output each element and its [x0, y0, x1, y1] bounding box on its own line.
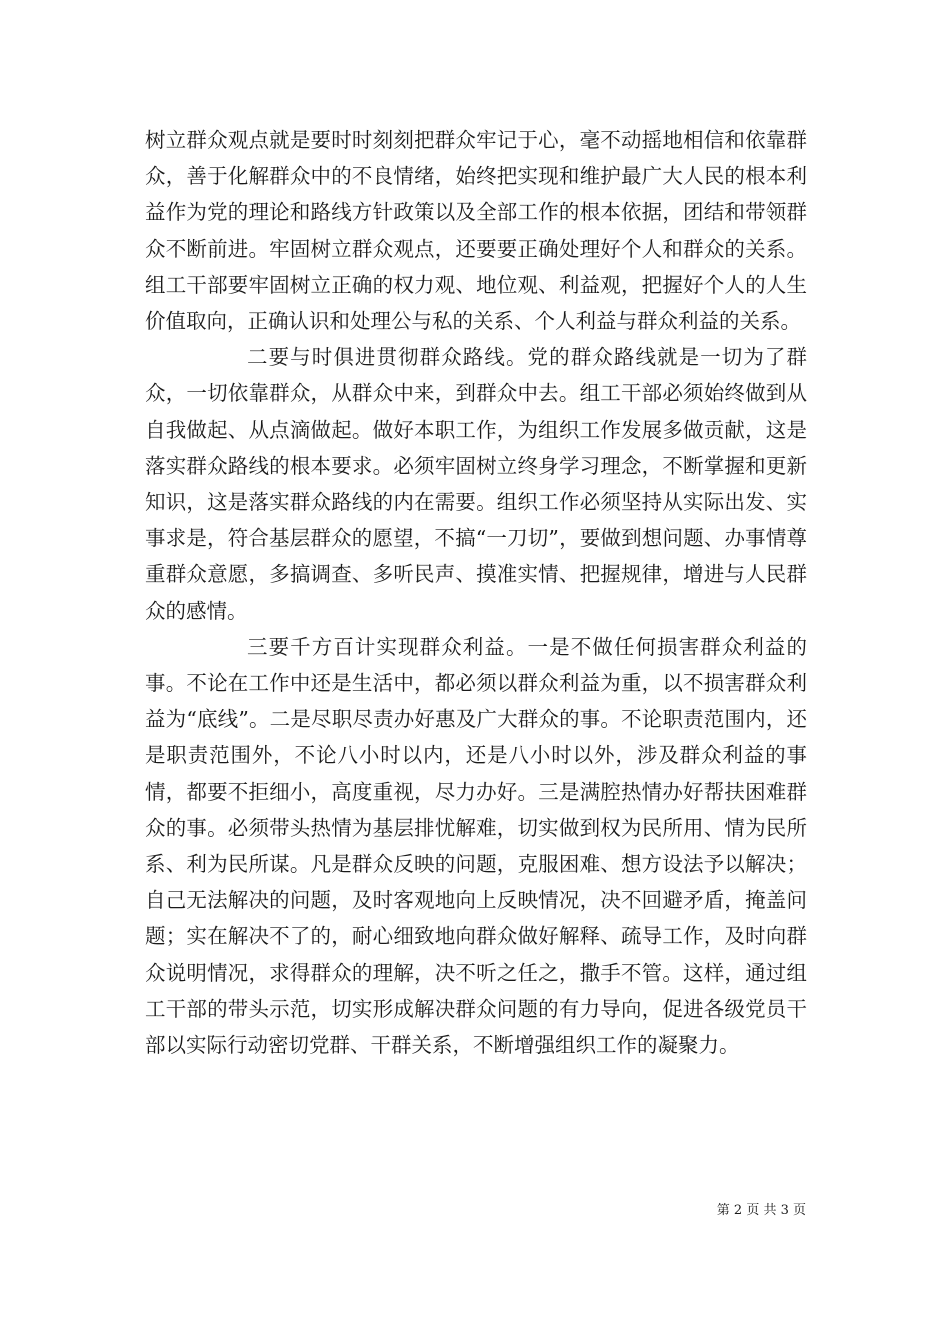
document-body	[145, 122, 807, 1063]
paragraph-1: 树立群众观点就是要时时刻刻把群众牢记于心，毫不动摇地相信和依靠群众，善于化解群众中的不良情绪，始终把实现和维护最广大人民的根本利益作为党的理论和路线方针政策以及全部工作的根本依据，团结和带领群众不断前进。牢固树立群众观点，还要要正确处理好个人和群众的关系。组工干部要牢固树立正确的权力观、地位观、利益观，把握好个人的人生价值取向，正确认识和处理公与私的关系、个人利益与群众利益的关系。	[145, 128, 807, 334]
paragraph-3: 三要千方百计实现群众利益。一是不做任何损害群众利益的事。不论在工作中还是生活中，都必须以群众利益为重，以不损害群众利益为“底线”。二是尽职尽责办好惠及广大群众的事。不论职责范围内，还是职责范围外，不论八小时以内，还是八小时以外，涉及群众利益的事情，都要不拒细小，高度重视，尽力办好。三是满腔热情办好帮扶困难群众的事。必须带头热情为基层排忧解难，切实做到权为民所用、情为民所系、利为民所谋。凡是群众反映的问题，克服困难、想方设法予以解决；自己无法解决的问题，及时客观地向上反映情况，决不回避矛盾，掩盖问题；实在解决不了的，耐心细致地向群众做好解释、疏导工作，及时向群众说明情况，求得群众的理解，决不听之任之，撒手不管。这样，通过组工干部的带头示范，切实形成解决群众问题的有力导向，促进各级党员干部以实际行动密切党群、干群关系，不断增强组织工作的凝聚力。	[145, 634, 807, 1058]
paragraph-2: 二要与时俱进贯彻群众路线。党的群众路线就是一切为了群众，一切依靠群众，从群众中来，到群众中去。组工干部必须始终做到从自我做起、从点滴做起。做好本职工作，为组织工作发展多做贡献，这是落实群众路线的根本要求。必须牢固树立终身学习理念，不断掌握和更新知识，这是落实群众路线的内在需要。组织工作必须坚持从实际出发、实事求是，符合基层群众的愿望，不搞“一刀切”，要做到想问题、办事情尊重群众意愿，多搞调查、多听民声、摸准实情、把握规律，增进与人民群众的感情。	[145, 345, 807, 623]
page-number-footer: 第 2 页 共 3 页	[716, 1203, 806, 1218]
